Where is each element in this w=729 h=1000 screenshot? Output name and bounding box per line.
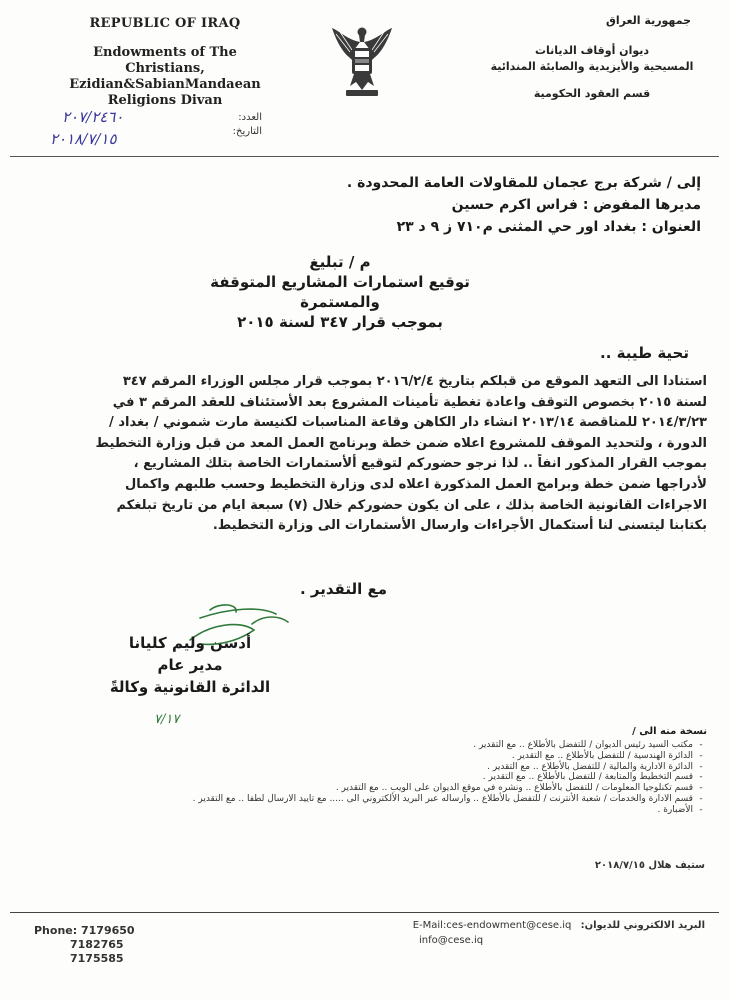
header-divider <box>10 156 719 157</box>
body-line: لسنة ٢٠١٥ بخصوص التوقف واعادة تغطية تأمينات المشروع بعد الأستئناف للعقد المرقم ٣ في <box>112 394 707 410</box>
department-name-ar: قسم العقود الحكومية <box>533 87 651 100</box>
cc-item: -قسم الادارة والخدمات / شعبة الأنترنت / للتفضل بالأطلاع .. وارساله عبر البريد الألكتروني الى ..... مع تاييد الارسال لطفا .. مع التقدير . <box>69 794 709 805</box>
bullet-icon: - <box>699 761 703 772</box>
body-paragraph <box>17 372 707 537</box>
subject-line-2: توقيع استمارات المشاريع المتوقفة والمستمرة <box>210 273 470 311</box>
org-name-ar-line2: المسيحية والأيزيدية والصابئة المندائية <box>490 60 694 73</box>
org-name-en-line1: Endowments of The <box>93 45 237 60</box>
cc-item: -مكتب السيد رئيس الديوان / للتفضل بالأطلاع .. مع التقدير . <box>69 740 709 751</box>
country-name-en: REPUBLIC OF IRAQ <box>89 16 241 31</box>
body-line: الاجراءات القانونية الخاصة بذلك ، على ان يكون حضوركم خلال (٧) سبعة ايام من تاريخ تبلغكم <box>116 497 707 513</box>
bullet-icon: - <box>699 783 703 794</box>
reference-date-value: ٢٠١٨/٧/١٥ <box>50 130 117 148</box>
phone-number: 7175585 <box>70 952 124 965</box>
body-line: لأدراجها ضمن خطة وبرامج العمل المذكورة اعلاه لدى وزارة التخطيط وحسب طلبهم واكمال <box>125 476 707 492</box>
addressee-address: العنوان : بغداد اور حي المثنى م٧١٠ ز ٩ د ٢٣ <box>396 219 701 235</box>
subject-line-1: م / تبليغ <box>309 253 371 271</box>
addressee-company: إلى / شركة برج عجمان للمقاولات العامة المحدودة . <box>346 175 701 191</box>
greeting: تحية طيبة .. <box>600 344 689 362</box>
signer-role: الدائرة القانونية وكالةً <box>109 678 271 696</box>
iraq-eagle-emblem-icon <box>330 22 394 102</box>
phone-number: 7179650 <box>80 924 135 937</box>
bullet-icon: - <box>699 793 703 804</box>
org-name-ar-line1: ديوان أوقاف الديانات <box>534 44 650 57</box>
cc-item: -قسم تكنلوجيا المعلومات / للتفضل بالأطلاع .. ونشره في موقع الديوان على الويب .. مع التقدير . <box>69 783 709 794</box>
reference-number-value: ٢٠٧/٢٤٦٠ <box>62 108 124 126</box>
typist-note: ستيف هلال ٢٠١٨/٧/١٥ <box>594 860 705 871</box>
bullet-icon: - <box>699 772 703 783</box>
handwritten-initials: ٧/١٧ <box>154 712 180 727</box>
closing-regards: مع التقدير . <box>300 580 387 598</box>
signer-title: مدير عام <box>157 656 223 674</box>
email-label-ar: البريد الالكتروني للديوان: <box>580 920 705 931</box>
email-info[interactable]: info@cese.iq <box>419 935 484 946</box>
footer-email <box>405 920 705 946</box>
cc-item: -قسم التخطيط والمتابعة / للتفضل بالأطلاع .. مع التقدير . <box>69 772 709 783</box>
phone-label: Phone: <box>34 924 78 937</box>
cc-item: -الدائرة الادارية والمالية / للتفضل بالأطلاع .. مع التقدير . <box>69 762 709 773</box>
subject-line-3: بموجب قرار ٣٤٧ لسنة ٢٠١٥ <box>237 313 443 331</box>
org-name-en-line2: Christians, Ezidian&SabianMandaean <box>69 61 261 92</box>
bullet-icon: - <box>699 804 703 815</box>
reference-block <box>50 108 262 152</box>
addressee-manager: مديرها المفوض : فراس اكرم حسين <box>451 197 701 213</box>
cc-title: نسخة منه الى / <box>632 726 707 737</box>
email-main[interactable]: E-Mail:ces-endowment@cese.iq <box>412 920 572 931</box>
addressee-block <box>261 172 701 238</box>
footer-phones <box>34 924 135 966</box>
letterhead-english <box>30 16 300 109</box>
signer-block <box>100 632 280 698</box>
letterhead-arabic <box>487 14 697 100</box>
cc-item: -الدائرة الهندسية / للتفضل بالأطلاع .. مع التقدير . <box>69 751 709 762</box>
subject-block <box>170 252 510 332</box>
reference-number-label: العدد: <box>238 112 262 123</box>
signer-name: أدسن وليم كليانا <box>128 634 252 652</box>
cc-item: -الأضبارة . <box>69 805 709 816</box>
body-line: الدورة ، ولتحديد الموقف للمشروع اعلاه ضمن خطة وبرنامج العمل المعد من قبل وزارة التخطيط <box>95 435 707 451</box>
bullet-icon: - <box>699 740 703 750</box>
bullet-icon: - <box>699 750 703 761</box>
country-name-ar: جمهورية العراق <box>606 14 691 27</box>
body-line: استنادا الى التعهد الموقع من قبلكم بتاريخ ٢٠١٦/٢/٤ بموجب قرار مجلس الوزراء المرقم ٣٤٧ <box>122 374 707 389</box>
body-line: بكتابنا ليتسنى لنا أستكمال الأجراءات وارسال الأستمارات الى وزارة التخطيط. <box>212 518 707 534</box>
body-line: بموجب القرار المذكور انفاً .. لذا نرجو حضوركم لتوقيع ألأستمارات الخاصة بتلك المشاريع ، <box>133 456 707 472</box>
reference-date-label: التاريخ: <box>232 126 262 137</box>
footer-divider <box>10 912 719 913</box>
cc-list <box>69 740 709 816</box>
phone-number: 7182765 <box>70 938 124 951</box>
org-name-en-line3: Religions Divan <box>107 93 223 108</box>
body-line: ٢٠١٤/٣/٢٣ للمناقصة ٢٠١٣/١٤ انشاء دار الكاهن وقاعة المناسبات لكنيسة مارت شموني / بغداد / <box>109 415 707 431</box>
